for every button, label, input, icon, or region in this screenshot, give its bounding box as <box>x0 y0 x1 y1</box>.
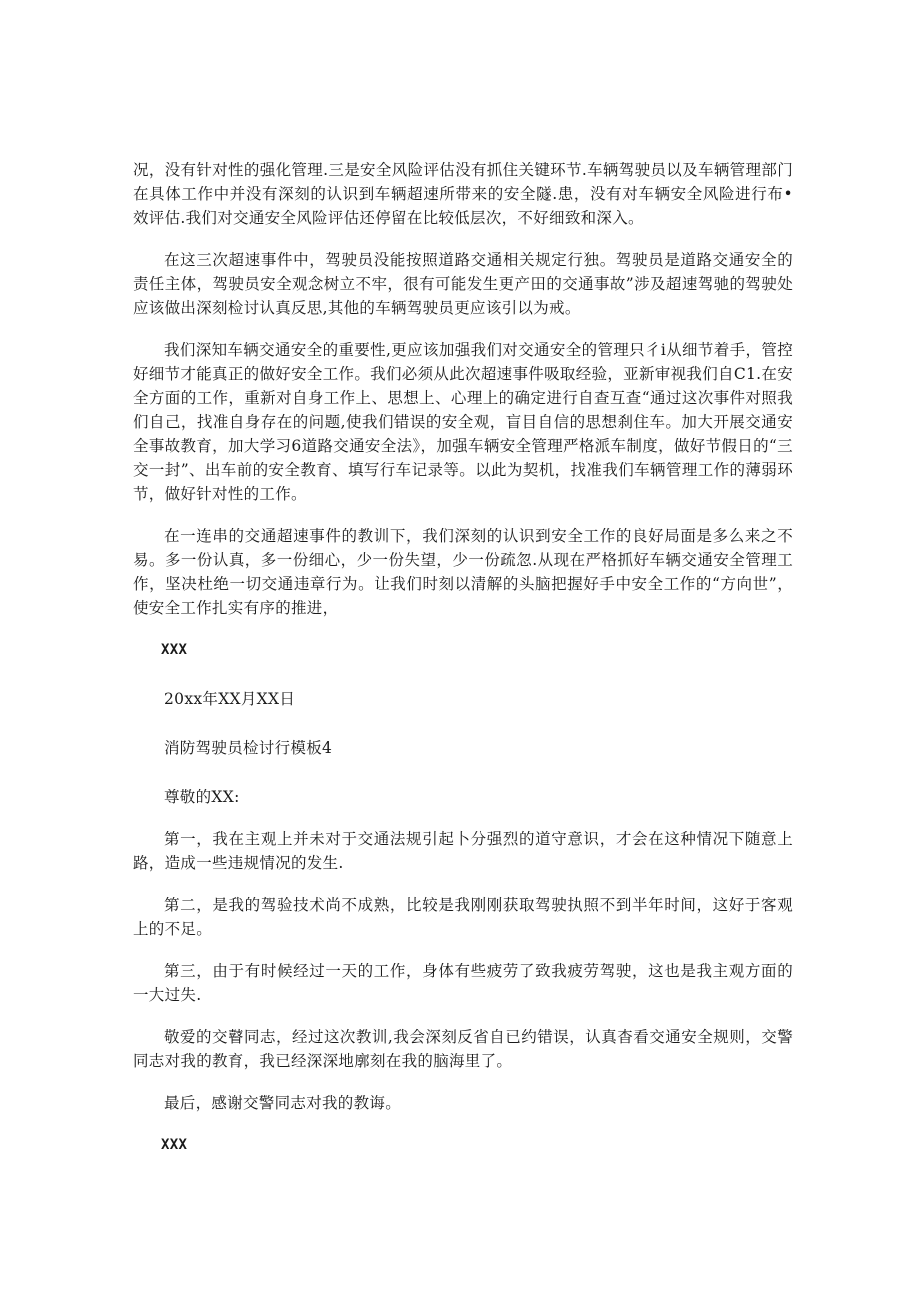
salutation: 尊敬的XX: <box>164 788 240 806</box>
paragraph-risk-assessment: 况，没有针对性的强化管理.三是安全风险评估没有抓住关键环节.车辆驾驶员以及车辆管理部门在具体工作中并没有深刻的认识到车辆超速所带来的安全隧.患，没有对车辆安全风险进行布•效评估.我们对交通安全风险评估还停留在比较低层次，不好细致和深入。 <box>133 161 793 227</box>
section-title: 消防驾驶员检讨行模板4 <box>164 739 333 757</box>
paragraph-safety-importance: 我们深知车辆交通安全的重要性,更应该加强我们对交通安全的管理只彳i从细节着手，管控好细节才能真正的做好安全工作。我们必须从此次超速事件吸取经验，亚新审视我们自C1.在安全方面的工作，重新对自身工作上、思想上、心理上的确定进行自查互查“通过这次事件对照我们自己，找准自身存在的问题,使我们错误的安全观，盲目自信的思想刹住车。加大开展交通安全事故教育，加大学习6道路交通安全法》，加强车辆安全管理严格派车制度，做好节假日的“三交一封”、出车前的安全教育、填写行车记录等。以此为契机，找准我们车辆管理工作的薄弱环节，做好针对性的工作。 <box>133 341 793 503</box>
paragraph-lessons: 在一连串的交通超速事件的教训下，我们深刻的认识到安全工作的良好局面是多么来之不易。多一份认真，多一份细心，少一份失望，少一份疏忽.从现在严格抓好车辆交通安全管理工作，坚决杜绝一切交通违章行为。让我们时刻以清解的头脑把握好手中安全工作的“方向世”，使安全工作扎实有序的推进， <box>133 527 793 617</box>
signature-date: 20xx年XX月XX日 <box>164 690 296 708</box>
signature-name-2: XXX <box>161 1137 188 1153</box>
paragraph-reflection: 敬爱的交瞽同志，经过这次教训,我会深刻反省自已约错误，认真杳看交通安全规则，交警同志对我的教育，我已经深深地廓刻在我的脑海里了。 <box>133 1028 793 1070</box>
signature-name: XXX <box>161 642 188 658</box>
paragraph-point-three: 第三，由于有时候经过一天的工作，身体有些疲劳了致我疲劳驾驶，这也是我主观方面的一大过失. <box>133 962 793 1004</box>
paragraph-three-incidents: 在这三次超速事件中，驾驶员没能按照道路交通相关规定行独。驾驶员是道路交通安全的责任主体，驾驶员安全观念树立不牢，很有可能发生更产田的交通事故”涉及超速驾驰的驾驶处应该做出深刻检讨认真反思,其他的车辆驾驶员更应该引以为戒。 <box>133 251 793 317</box>
document-body <box>133 158 793 1182</box>
paragraph-point-one: 第一，我在主观上并未对于交通法规引起卜分强烈的道守意识，才会在这种情况下随意上路，造成一些违规情况的发生. <box>133 830 793 872</box>
paragraph-thanks: 最后，感谢交警同志对我的教诲。 <box>164 1094 402 1112</box>
paragraph-point-two: 第二，是我的驾验技术尚不成熟，比较是我刚刚获取驾驶执照不到半年时间，这好于客观上的不足。 <box>133 896 793 938</box>
